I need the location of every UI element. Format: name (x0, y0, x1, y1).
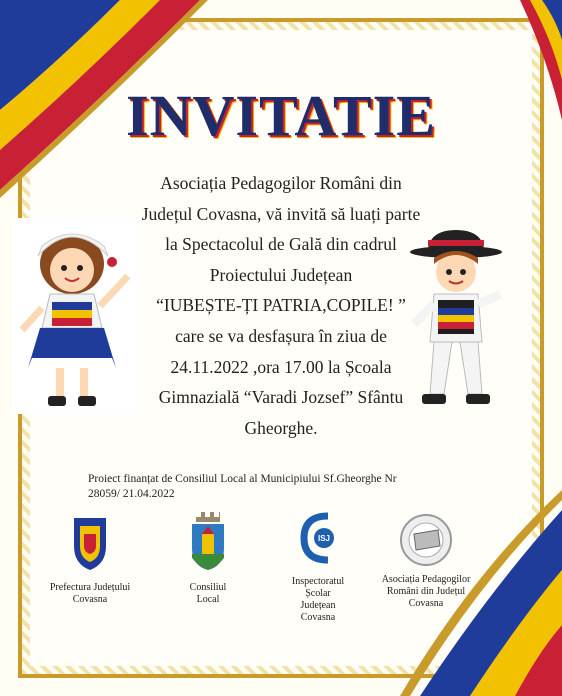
logo-prefectura (40, 512, 140, 606)
body-line: la Spectacolul de Gală din cadrul (165, 234, 397, 255)
city-crest-icon (188, 510, 228, 572)
body-line: Gimnazială “Varadi Jozsef” Sfântu (158, 387, 404, 408)
logo-caption-line: Prefectura Județului (49, 582, 131, 593)
boy-in-folk-costume-icon (400, 224, 512, 410)
logo-isj (276, 508, 360, 624)
logo-caption-line: Inspectoratul (291, 576, 345, 587)
prefectura-crest-icon (70, 512, 110, 572)
logo-caption-line: Covasna (408, 598, 444, 609)
body-line: Județul Covasna, vă invită să luați parte (141, 203, 421, 224)
invitation-body (120, 168, 442, 443)
girl-in-folk-costume-icon (12, 218, 138, 414)
logo-caption-line: Școlar (305, 588, 331, 599)
logo-caption-line: Local (196, 594, 220, 605)
logo-caption-line: Români din Județul (386, 586, 466, 597)
logo-caption-line: Covasna (300, 612, 336, 623)
body-line: care se va desfașura în ziua de (175, 325, 387, 346)
funding-note (88, 472, 468, 502)
body-line: Gheorghe. (244, 417, 318, 438)
svg-text:ISJ: ISJ (317, 534, 331, 543)
logo-asociatia (370, 512, 482, 610)
logo-caption-line: Asociația Pedagogilor (381, 574, 471, 585)
association-seal-icon (398, 512, 454, 568)
logo-caption-line: Județean (300, 600, 336, 611)
body-line: Asociația Pedagogilor Români din (160, 173, 402, 193)
logo-caption-line: Consiliul (189, 582, 227, 593)
isj-logo-icon (298, 508, 338, 566)
funding-line: Proiect finanțat de Consiliul Local al Municipiului Sf.Gheorghe Nr (88, 473, 397, 485)
funding-line: 28059/ 21.04.2022 (88, 488, 175, 500)
logo-caption-line: Covasna (72, 594, 108, 605)
logo-consiliul-local (168, 510, 248, 606)
page-title: INVITATIE (126, 83, 436, 148)
body-line: “IUBEȘTE-ȚI PATRIA,COPILE! ” (156, 295, 406, 316)
body-line: 24.11.2022 ,ora 17.00 la Școala (170, 356, 392, 377)
body-line: Proiectului Județean (209, 264, 353, 285)
